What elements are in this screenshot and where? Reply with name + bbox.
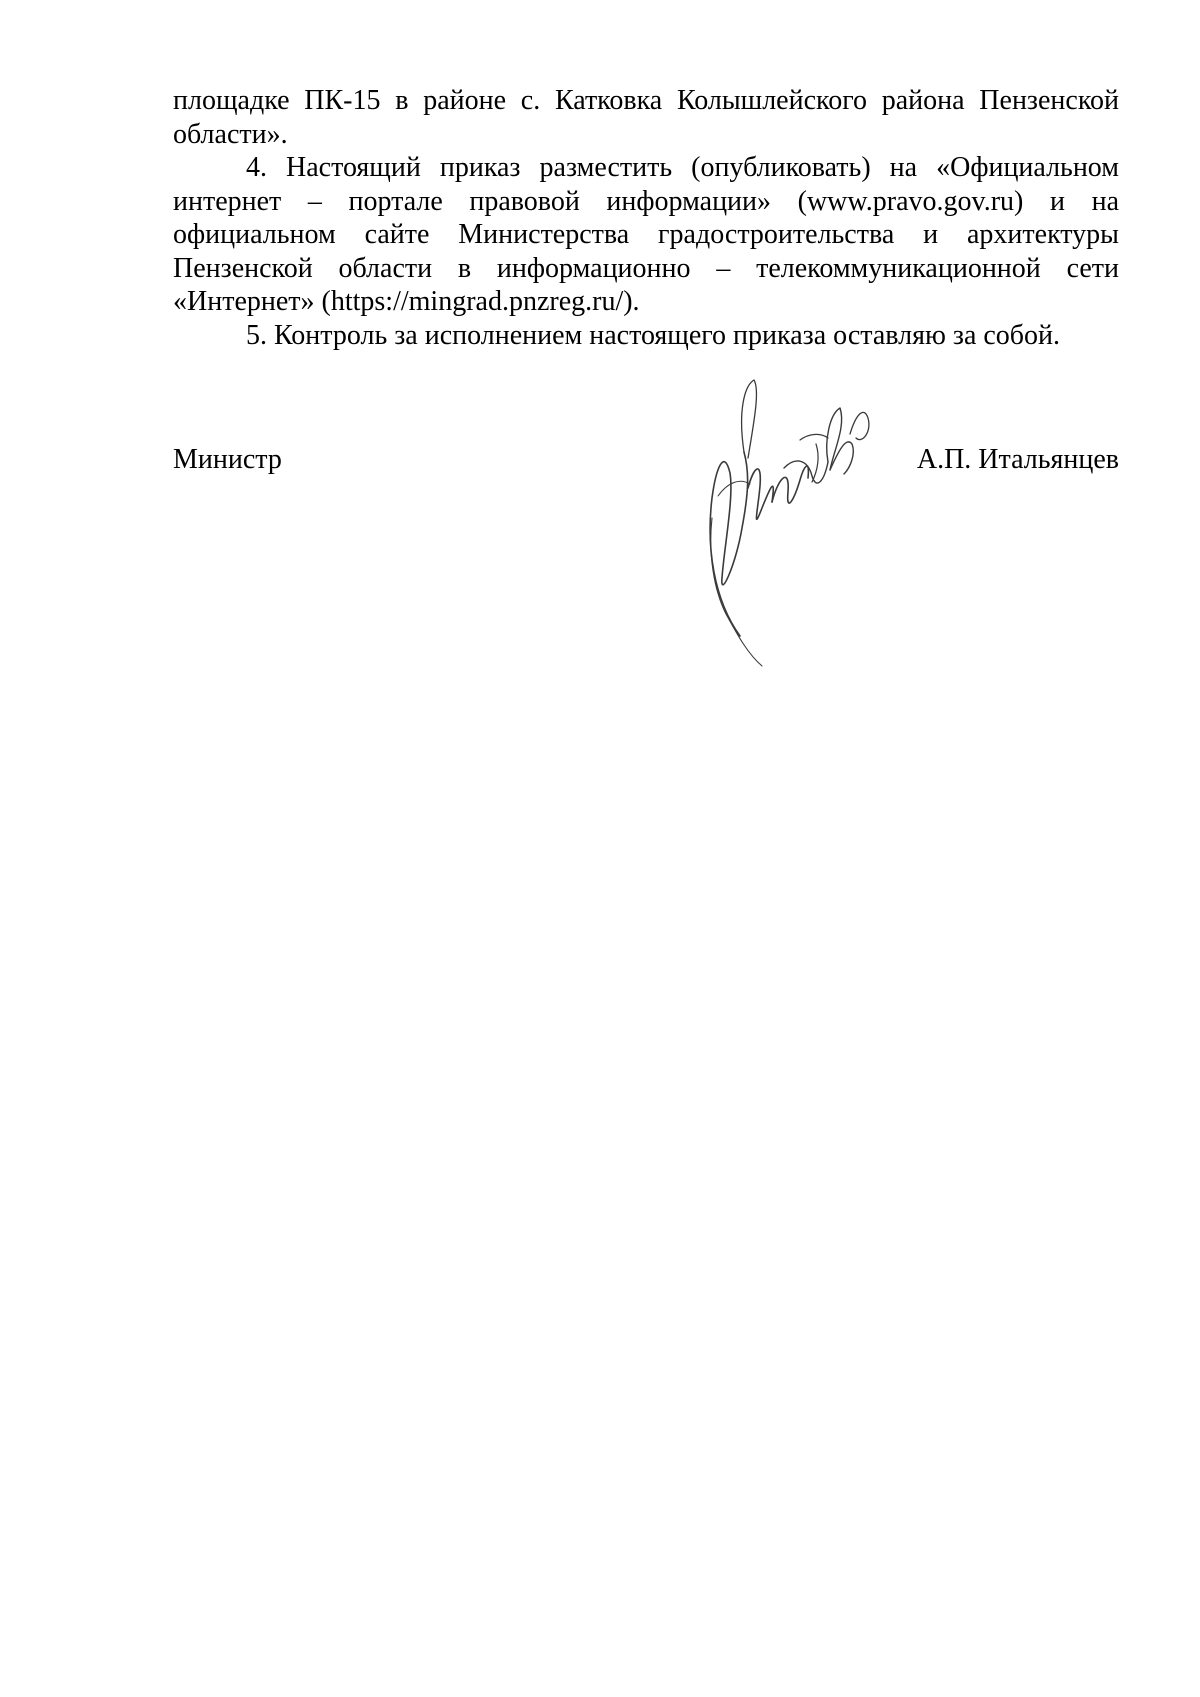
signatory-title: Министр bbox=[173, 444, 282, 475]
document-body bbox=[173, 84, 1119, 352]
paragraph-4-line-1: 4. Настоящий приказ разместить (опубликовать) на «Официальном bbox=[246, 152, 1119, 183]
paragraph-4-line-2: интернет – портале правовой информации» (www.pravo.gov.ru) и на bbox=[173, 185, 1119, 217]
signatory-name: А.П. Итальянцев bbox=[916, 444, 1119, 475]
paragraph-5-line-1: 5. Контроль за исполнением настоящего приказа оставляю за собой. bbox=[246, 319, 1061, 351]
paragraph-4-line-4: Пензенской области в информационно – телекоммуникационной сети bbox=[173, 252, 1119, 284]
paragraph-4-line-3: официальном сайте Министерства градостроительства и архитектуры bbox=[173, 219, 1119, 250]
paragraph-3-line-1: площадке ПК-15 в районе с. Катковка Колышлейского района Пензенской bbox=[173, 85, 1119, 116]
handwritten-signature bbox=[700, 378, 880, 668]
paragraph-3-line-2: области». bbox=[173, 118, 288, 150]
paragraph-4-line-5: «Интернет» (https://mingrad.pnzreg.ru/). bbox=[173, 286, 640, 317]
